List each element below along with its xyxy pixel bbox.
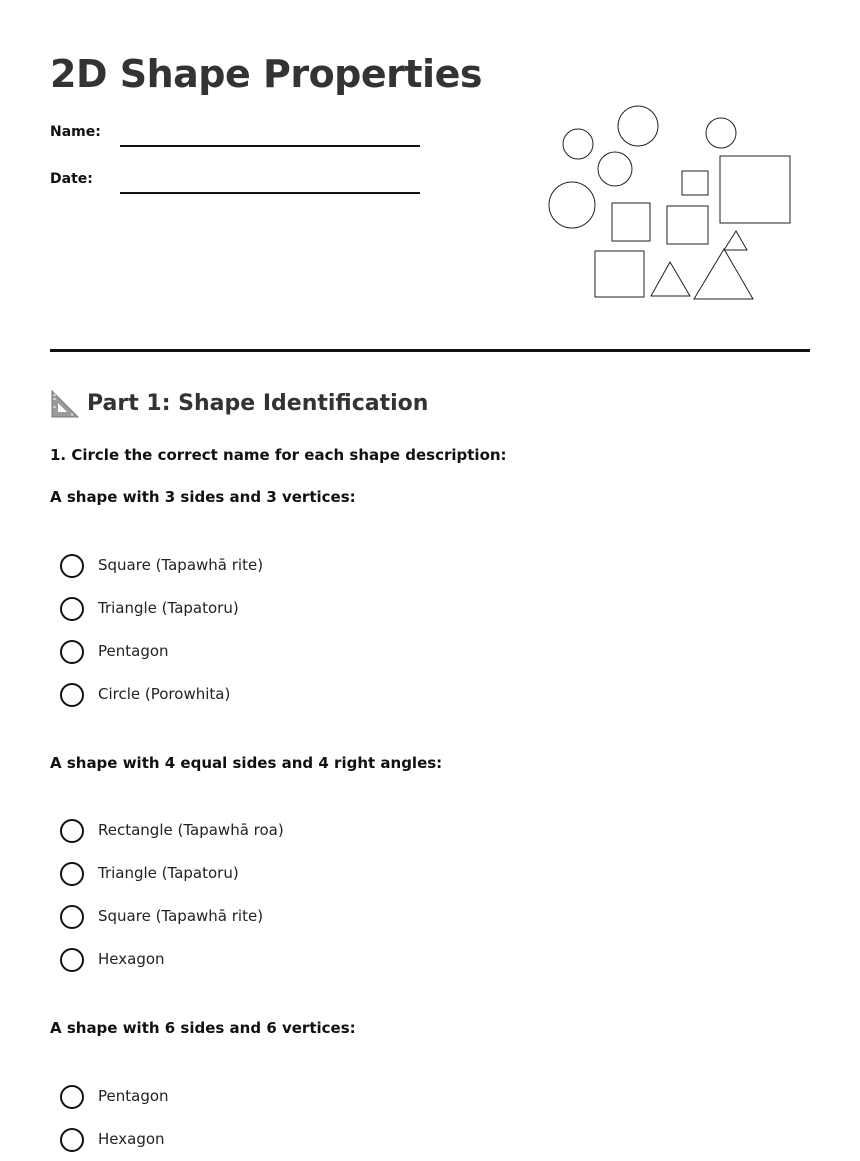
- radio-circle-icon[interactable]: [60, 683, 84, 707]
- answer-option-label: Triangle (Tapatoru): [98, 599, 239, 617]
- radio-circle-icon[interactable]: [60, 554, 84, 578]
- circle-shape: [618, 106, 658, 146]
- answer-option[interactable]: [60, 1084, 460, 1110]
- radio-circle-icon[interactable]: [60, 1085, 84, 1109]
- answer-option[interactable]: [60, 682, 460, 708]
- radio-circle-icon[interactable]: [60, 862, 84, 886]
- date-field: [50, 169, 430, 199]
- answer-option-label: Square (Tapawhā rite): [98, 556, 264, 574]
- answer-option-label: Square (Tapawhā rite): [98, 907, 264, 925]
- answer-option-label: Rectangle (Tapawhā roa): [98, 821, 284, 839]
- date-label: Date:: [50, 171, 93, 187]
- part1-instruction: 1. Circle the correct name for each shape description:: [50, 446, 507, 464]
- question-prompt: A shape with 4 equal sides and 4 right angles:: [50, 754, 443, 772]
- answer-option[interactable]: [60, 553, 460, 579]
- square-shape: [667, 206, 708, 244]
- circle-shape: [706, 118, 736, 148]
- date-input-line[interactable]: [120, 192, 420, 194]
- header-divider: [50, 349, 810, 352]
- page-title: 2D Shape Properties: [50, 52, 482, 96]
- circle-shape: [549, 182, 595, 228]
- radio-circle-icon[interactable]: [60, 905, 84, 929]
- answer-option-label: Circle (Porowhita): [98, 685, 231, 703]
- triangle-shape: [724, 231, 747, 250]
- square-shape: [682, 171, 708, 195]
- square-shape: [595, 251, 644, 297]
- answer-option[interactable]: [60, 1127, 460, 1153]
- answer-option-label: Pentagon: [98, 642, 169, 660]
- radio-circle-icon[interactable]: [60, 819, 84, 843]
- radio-circle-icon[interactable]: [60, 597, 84, 621]
- radio-circle-icon[interactable]: [60, 1128, 84, 1152]
- radio-circle-icon[interactable]: [60, 948, 84, 972]
- radio-circle-icon[interactable]: [60, 640, 84, 664]
- answer-option[interactable]: [60, 596, 460, 622]
- circle-shape: [598, 152, 632, 186]
- answer-option-label: Hexagon: [98, 1130, 165, 1148]
- answer-option[interactable]: [60, 818, 460, 844]
- name-label: Name:: [50, 124, 101, 140]
- answer-option[interactable]: [60, 861, 460, 887]
- triangle-shape: [694, 249, 753, 299]
- set-square-icon: [50, 389, 80, 419]
- answer-option-label: Triangle (Tapatoru): [98, 864, 239, 882]
- name-input-line[interactable]: [120, 145, 420, 147]
- answer-option-label: Pentagon: [98, 1087, 169, 1105]
- question-prompt: A shape with 3 sides and 3 vertices:: [50, 488, 356, 506]
- circle-shape: [563, 129, 593, 159]
- answer-option-label: Hexagon: [98, 950, 165, 968]
- part1-heading: [50, 388, 550, 420]
- triangle-shape: [651, 262, 690, 296]
- answer-option[interactable]: [60, 947, 460, 973]
- answer-option[interactable]: [60, 639, 460, 665]
- part1-title: Part 1: Shape Identification: [87, 391, 429, 416]
- question-prompt: A shape with 6 sides and 6 vertices:: [50, 1019, 356, 1037]
- square-shape: [720, 156, 790, 223]
- answer-option[interactable]: [60, 904, 460, 930]
- square-shape: [612, 203, 650, 241]
- name-field: [50, 122, 430, 152]
- shapes-illustration-icon: [540, 100, 800, 306]
